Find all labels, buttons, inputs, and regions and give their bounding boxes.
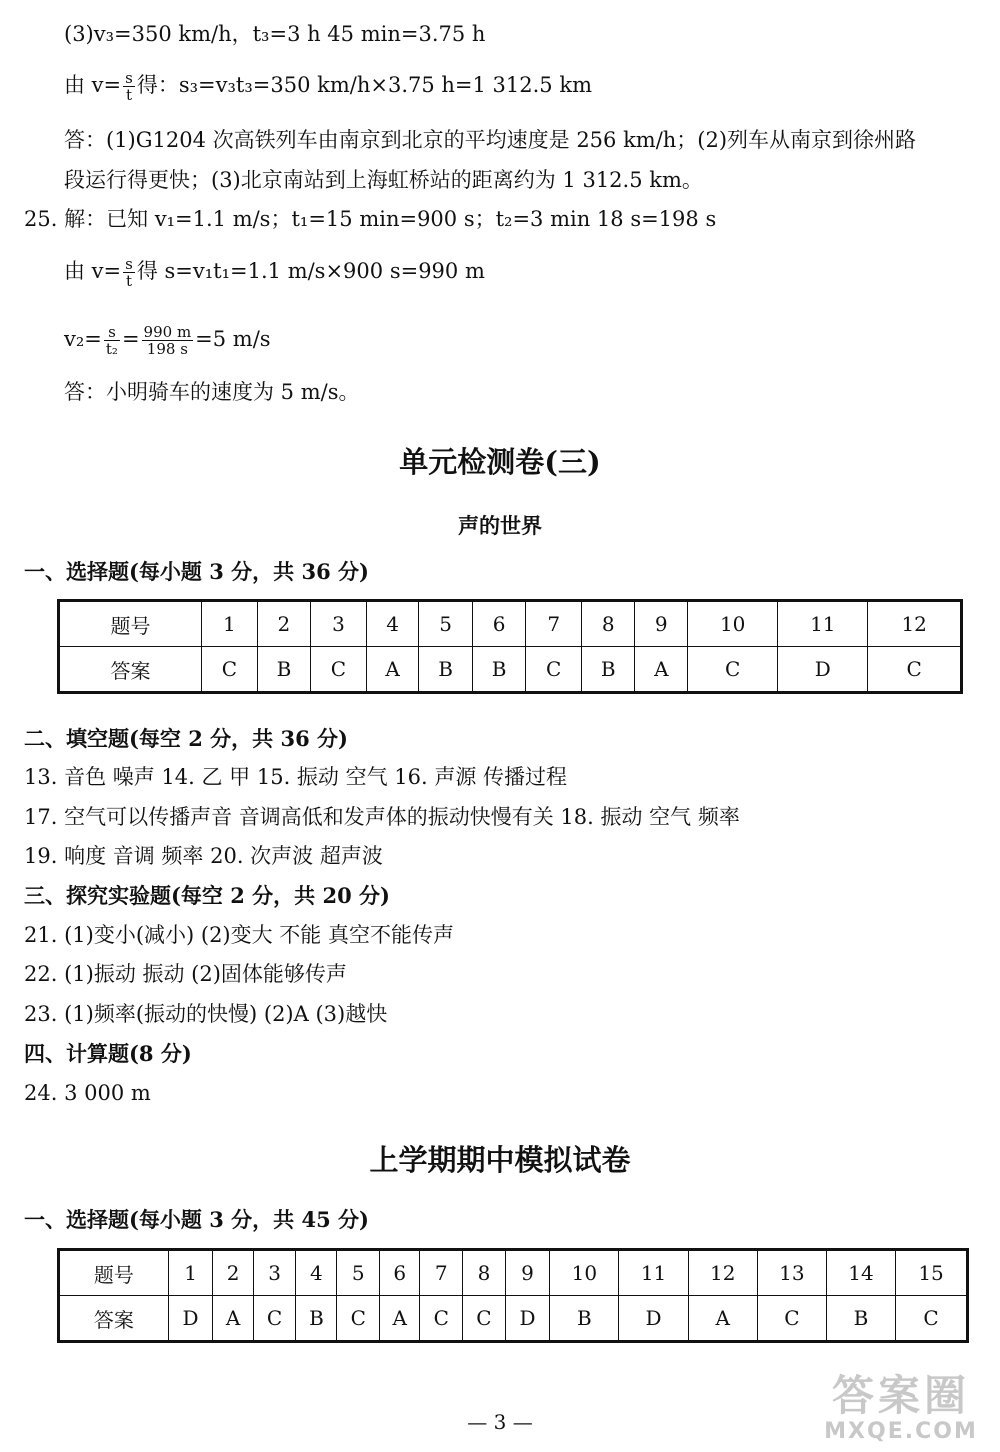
question-number-cell: 2	[213, 1250, 253, 1296]
question-number-cell: 10	[688, 601, 778, 647]
formula-rest: 得：s₃=v₃t₃=350 km/h×3.75 h=1 312.5 km	[136, 73, 592, 97]
solution-line	[64, 256, 485, 289]
question-number-cell: 3	[311, 601, 367, 647]
question-number-cell: 12	[688, 1250, 757, 1296]
fill-answer-line: 19. 响度 音调 频率 20. 次声波 超声波	[24, 844, 383, 868]
watermark-cn: 答案圈	[831, 1371, 970, 1420]
answer-cell: A	[688, 1296, 757, 1342]
answer-cell: B	[826, 1296, 895, 1342]
experiment-answer-line: 21. (1)变小(减小) (2)变大 不能 真空不能传声	[24, 923, 454, 947]
table-header-cell: 答案	[59, 647, 202, 693]
answer-cell: C	[896, 1296, 968, 1342]
answer-cell: B	[472, 647, 526, 693]
question-number-cell: 6	[472, 601, 526, 647]
formula-rest: 得 s=v₁t₁=1.1 m/s×900 s=990 m	[136, 259, 485, 283]
answer-cell: A	[213, 1296, 253, 1342]
fill-answer-line: 17. 空气可以传播声音 音调高低和发声体的振动快慢有关 18. 振动 空气 频率	[24, 805, 740, 829]
question-number-cell: 7	[526, 601, 582, 647]
question-number-cell: 6	[380, 1250, 420, 1296]
question-number-cell: 14	[826, 1250, 895, 1296]
section-heading: 一、选择题(每小题 3 分，共 36 分)	[24, 559, 369, 584]
table-row-numbers	[59, 1250, 968, 1296]
question-number-cell: 2	[257, 601, 311, 647]
answer-cell: D	[619, 1296, 688, 1342]
question-number-cell: 8	[463, 1250, 506, 1296]
unit-test-subtitle: 声的世界	[458, 513, 542, 538]
answer-line: 答：小明骑车的速度为 5 m/s。	[64, 380, 360, 404]
table-header-cell: 答案	[59, 1296, 169, 1342]
section-heading: 四、计算题(8 分)	[24, 1041, 192, 1066]
fraction-denominator: 198 s	[146, 340, 188, 358]
question-25-known: 25. 解：已知 v₁=1.1 m/s；t₁=15 min=900 s；t₂=3 min 18 s=198 s	[24, 207, 717, 231]
fraction-numerator: s	[125, 255, 133, 273]
midterm-answer-table	[57, 1248, 969, 1343]
formula-prefix: 由 v=	[64, 259, 122, 283]
section-heading: 一、选择题(每小题 3 分，共 45 分)	[24, 1207, 369, 1232]
question-number-cell: 5	[337, 1250, 380, 1296]
answer-cell: D	[778, 647, 868, 693]
midterm-title: 上学期期中模拟试卷	[369, 1143, 631, 1177]
question-number-cell: 1	[202, 601, 258, 647]
answer-cell: C	[311, 647, 367, 693]
solution-line: (3)v₃=350 km/h，t₃=3 h 45 min=3.75 h	[64, 22, 486, 46]
fraction-denominator: t	[125, 272, 132, 290]
answer-cell: B	[550, 1296, 619, 1342]
question-number-cell: 4	[296, 1250, 337, 1296]
solution-line	[64, 324, 271, 357]
answer-cell: B	[581, 647, 635, 693]
table-row-numbers	[59, 601, 962, 647]
question-number-cell: 12	[868, 601, 962, 647]
answer-cell: B	[419, 647, 473, 693]
equals-sign: =	[121, 327, 140, 351]
question-number-cell: 5	[419, 601, 473, 647]
answer-cell: A	[635, 647, 688, 693]
question-number-cell: 11	[619, 1250, 688, 1296]
fraction-denominator: t	[125, 86, 132, 104]
answer-cell: C	[202, 647, 258, 693]
answer-cell: C	[757, 1296, 826, 1342]
fraction-numerator: 990 m	[143, 323, 192, 341]
fraction-numerator: s	[104, 324, 120, 341]
solution-line	[64, 70, 592, 103]
unit-test-title: 单元检测卷(三)	[399, 445, 601, 479]
table-row-answers	[59, 647, 962, 693]
table-header-cell: 题号	[59, 601, 202, 647]
question-number-cell: 8	[581, 601, 635, 647]
answer-line: 答：(1)G1204 次高铁列车由南京到北京的平均速度是 256 km/h；(2)列车从南京到徐州路	[64, 128, 917, 152]
formula-prefix: 由 v=	[64, 73, 122, 97]
formula-rest: =5 m/s	[195, 327, 271, 351]
question-number-cell: 15	[896, 1250, 968, 1296]
answer-cell: A	[366, 647, 419, 693]
answer-cell: C	[463, 1296, 506, 1342]
fraction	[123, 70, 135, 103]
question-number-cell: 4	[366, 601, 419, 647]
experiment-answer-line: 23. (1)频率(振动的快慢) (2)A (3)越快	[24, 1002, 388, 1026]
fraction	[123, 256, 135, 289]
calc-answer-line: 24. 3 000 m	[24, 1081, 151, 1105]
question-number-cell: 3	[253, 1250, 296, 1296]
question-number-cell: 9	[635, 601, 688, 647]
answer-cell: C	[337, 1296, 380, 1342]
answer-line: 段运行得更快；(3)北京南站到上海虹桥站的距离约为 1 312.5 km。	[64, 168, 703, 192]
unit3-answer-table	[57, 599, 963, 694]
question-number-cell: 10	[550, 1250, 619, 1296]
question-number-cell: 1	[168, 1250, 213, 1296]
section-heading: 三、探究实验题(每空 2 分，共 20 分)	[24, 883, 390, 908]
table-header-cell: 题号	[59, 1250, 169, 1296]
answer-cell: C	[420, 1296, 463, 1342]
watermark-logo	[816, 1373, 986, 1444]
answer-cell: C	[526, 647, 582, 693]
answer-cell: A	[380, 1296, 420, 1342]
fraction	[104, 324, 120, 357]
section-heading: 二、填空题(每空 2 分，共 36 分)	[24, 726, 348, 751]
watermark-en: MXQE.COM	[824, 1419, 978, 1444]
fraction-numerator: s	[125, 69, 133, 87]
question-number-cell: 7	[420, 1250, 463, 1296]
page-number: — 3 —	[467, 1410, 533, 1434]
fill-answer-line: 13. 音色 噪声 14. 乙 甲 15. 振动 空气 16. 声源 传播过程	[24, 765, 568, 789]
answer-cell: D	[168, 1296, 213, 1342]
formula-prefix: v₂=	[64, 327, 102, 351]
question-number-cell: 13	[757, 1250, 826, 1296]
table-row-answers	[59, 1296, 968, 1342]
answer-cell: B	[296, 1296, 337, 1342]
fraction	[142, 324, 194, 357]
answer-cell: D	[505, 1296, 550, 1342]
answer-cell: C	[868, 647, 962, 693]
answer-cell: C	[253, 1296, 296, 1342]
experiment-answer-line: 22. (1)振动 振动 (2)固体能够传声	[24, 962, 347, 986]
fraction-denominator: t₂	[105, 340, 118, 358]
answer-cell: B	[257, 647, 311, 693]
answer-cell: C	[688, 647, 778, 693]
question-number-cell: 11	[778, 601, 868, 647]
question-number-cell: 9	[505, 1250, 550, 1296]
